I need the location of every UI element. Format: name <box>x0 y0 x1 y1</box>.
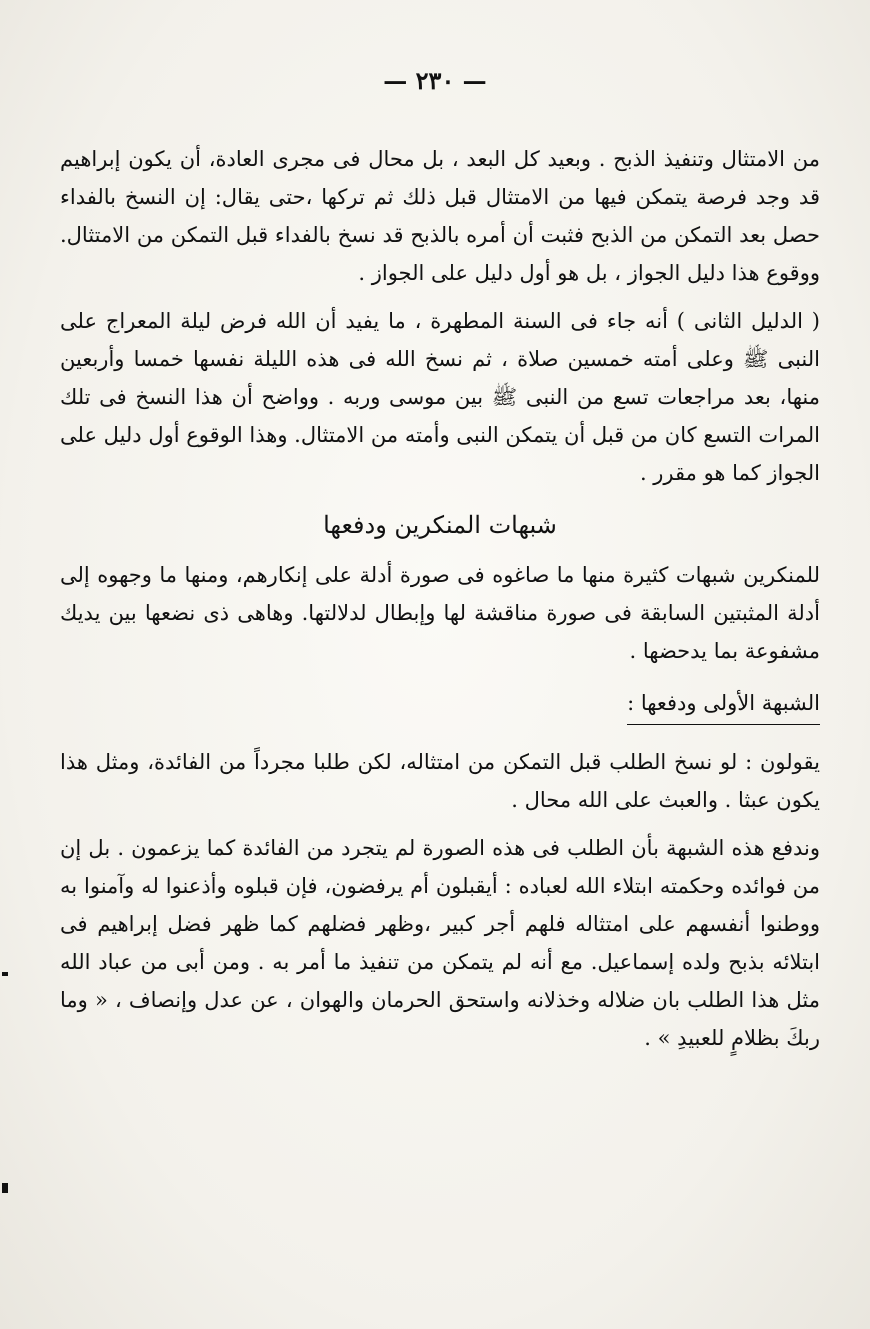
scan-speck <box>2 972 8 976</box>
paragraph-4: يقولون : لو نسخ الطلب قبل التمكن من امتثاله، لكن طلبا مجرداً من الفائدة، ومثل هذا يكون عبثا . والعبث على الله محال . <box>60 750 820 812</box>
subheading-wrapper <box>60 680 820 743</box>
page-body <box>60 140 820 1067</box>
paragraph-1: من الامتثال وتنفيذ الذبح . وبعيد كل البعد ، بل محال فى مجرى العادة، أن يكون إبراهيم قد وجد فرصة يتمكن فيها من الامتثال قبل ذلك ثم تركها ،حتى يقال: إن النسخ بالفداء حصل بعد التمكن من الذبح فثبت أن أمره بالذبح قد نسخ بالفداء قبل التمكن من الامتثال. ووقوع هذا دليل الجواز ، بل هو أول دليل على الجواز . <box>60 147 820 285</box>
scan-speck <box>2 1183 8 1193</box>
section-title: شبهات المنكرين ودفعها <box>323 511 557 539</box>
subheading: الشبهة الأولى ودفعها : <box>627 684 820 725</box>
paragraph-3: للمنكرين شبهات كثيرة منها ما صاغوه فى صورة أدلة على إنكارهم، ومنها ما وجهوه إلى أدلة المثبتين السابقة فى صورة مناقشة لها وإبطال لدلالتها. وهاهى ذى نضعها بين يديك مشفوعة بما يدحضها . <box>60 563 820 663</box>
page-number: — ٢٣٠ — <box>383 66 487 95</box>
paragraph-5: وندفع هذه الشبهة بأن الطلب فى هذه الصورة لم يتجرد من الفائدة كما يزعمون . بل إن من فوائده وحكمته ابتلاء الله لعباده : أيقبلون أم يرفضون، فإن قبلوه وأذعنوا له وآمنوا به ووطنوا أنفسهم على امتثاله فلهم أجر كبير ،وظهر فضلهم كما ظهر فضل إبراهيم فى ابتلائه بذبح ولده إسماعيل. مع أنه لم يتمكن من تنفيذ ما أمر به . ومن أبى من عباد الله مثل هذا الطلب بان ضلاله وخذلانه واستحق الحرمان والهوان ، عن عدل وإنصاف ، « وما ربكَ بظلامٍ للعبيدِ » . <box>60 836 820 1050</box>
paragraph-2: ( الدليل الثانى ) أنه جاء فى السنة المطهرة ، ما يفيد أن الله فرض ليلة المعراج على النبى ﷺ وعلى أمته خمسين صلاة ، ثم نسخ الله فى هذه الليلة نفسها خمسا وأربعين منها، بعد مراجعات تسع من النبى ﷺ بين موسى وربه . وواضح أن هذا النسخ فى تلك المرات التسع كان من قبل أن يتمكن النبى وأمته من الامتثال. وهذا الوقوع أول دليل على الجواز كما هو مقرر . <box>60 309 820 485</box>
